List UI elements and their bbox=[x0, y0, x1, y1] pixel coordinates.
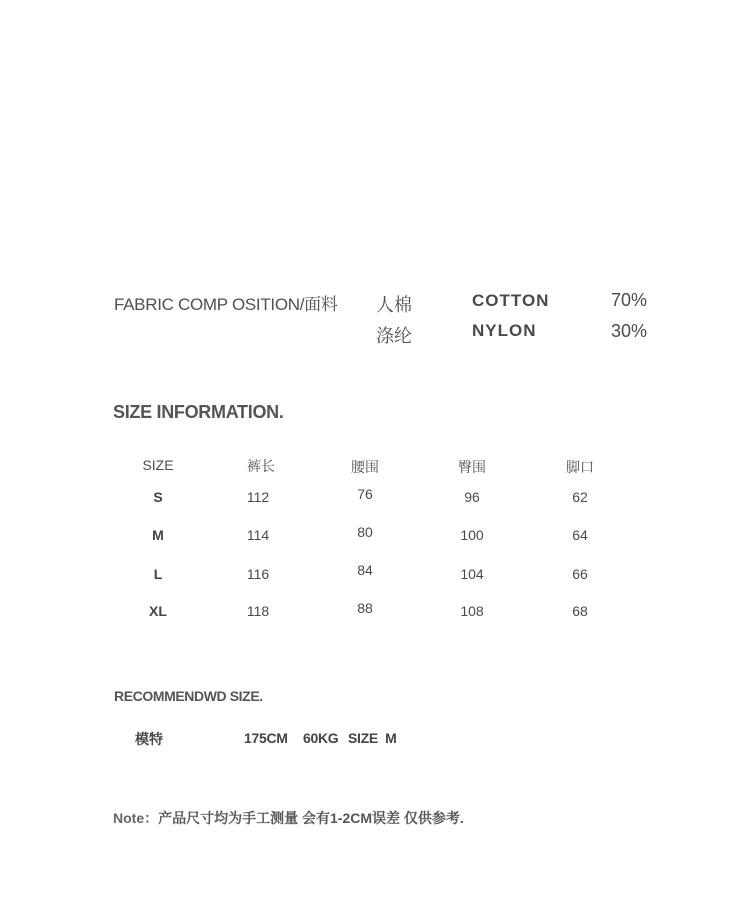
size-header-waist: 腰围 bbox=[351, 459, 379, 475]
fabric-pct-nylon: 30% bbox=[611, 321, 648, 341]
table-cell: 108 bbox=[460, 603, 484, 619]
fabric-cn-cotton: 人棉 bbox=[376, 295, 412, 315]
table-cell: M bbox=[152, 527, 164, 543]
recommended-size-title: RECOMMENDWD SIZE. bbox=[114, 688, 263, 704]
table-cell: 88 bbox=[357, 600, 373, 616]
fabric-en-cotton: COTTON bbox=[472, 291, 550, 310]
table-cell: 62 bbox=[572, 489, 588, 505]
table-cell: 116 bbox=[246, 566, 270, 582]
table-cell: 66 bbox=[572, 566, 588, 582]
size-information-title: SIZE INFORMATION. bbox=[113, 402, 284, 422]
table-cell: 76 bbox=[357, 486, 373, 502]
table-cell: 118 bbox=[246, 603, 270, 619]
table-cell: 80 bbox=[357, 524, 373, 540]
table-cell: S bbox=[153, 489, 163, 505]
table-cell: XL bbox=[149, 603, 167, 619]
size-header-hem: 脚口 bbox=[566, 459, 594, 475]
measurement-note bbox=[113, 808, 464, 828]
table-cell: 96 bbox=[464, 489, 480, 505]
table-cell: 84 bbox=[357, 562, 373, 578]
model-height: 175CM bbox=[244, 730, 288, 746]
table-cell: 104 bbox=[460, 566, 484, 582]
note-label: Note： bbox=[113, 810, 159, 826]
fabric-composition-label: FABRIC COMP OSITION/面料 bbox=[114, 295, 338, 314]
size-header-size: SIZE bbox=[142, 457, 174, 473]
table-cell: 112 bbox=[246, 489, 270, 505]
fabric-pct-cotton: 70% bbox=[611, 290, 648, 310]
size-header-length: 裤长 bbox=[247, 458, 275, 474]
note-text: 产品尺寸均为手工测量 会有1-2CM误差 仅供参考. bbox=[158, 810, 464, 826]
model-size: SIZE M bbox=[348, 730, 397, 746]
table-cell: 114 bbox=[246, 527, 270, 543]
table-cell: 100 bbox=[460, 527, 484, 543]
fabric-cn-nylon: 涤纶 bbox=[376, 326, 412, 346]
table-cell: L bbox=[153, 566, 163, 582]
table-cell: 68 bbox=[572, 603, 588, 619]
model-label: 模特 bbox=[135, 731, 163, 747]
table-cell: 64 bbox=[572, 527, 588, 543]
fabric-en-nylon: NYLON bbox=[472, 321, 537, 340]
model-weight: 60KG bbox=[303, 730, 339, 746]
size-header-hip: 臀围 bbox=[458, 459, 486, 475]
